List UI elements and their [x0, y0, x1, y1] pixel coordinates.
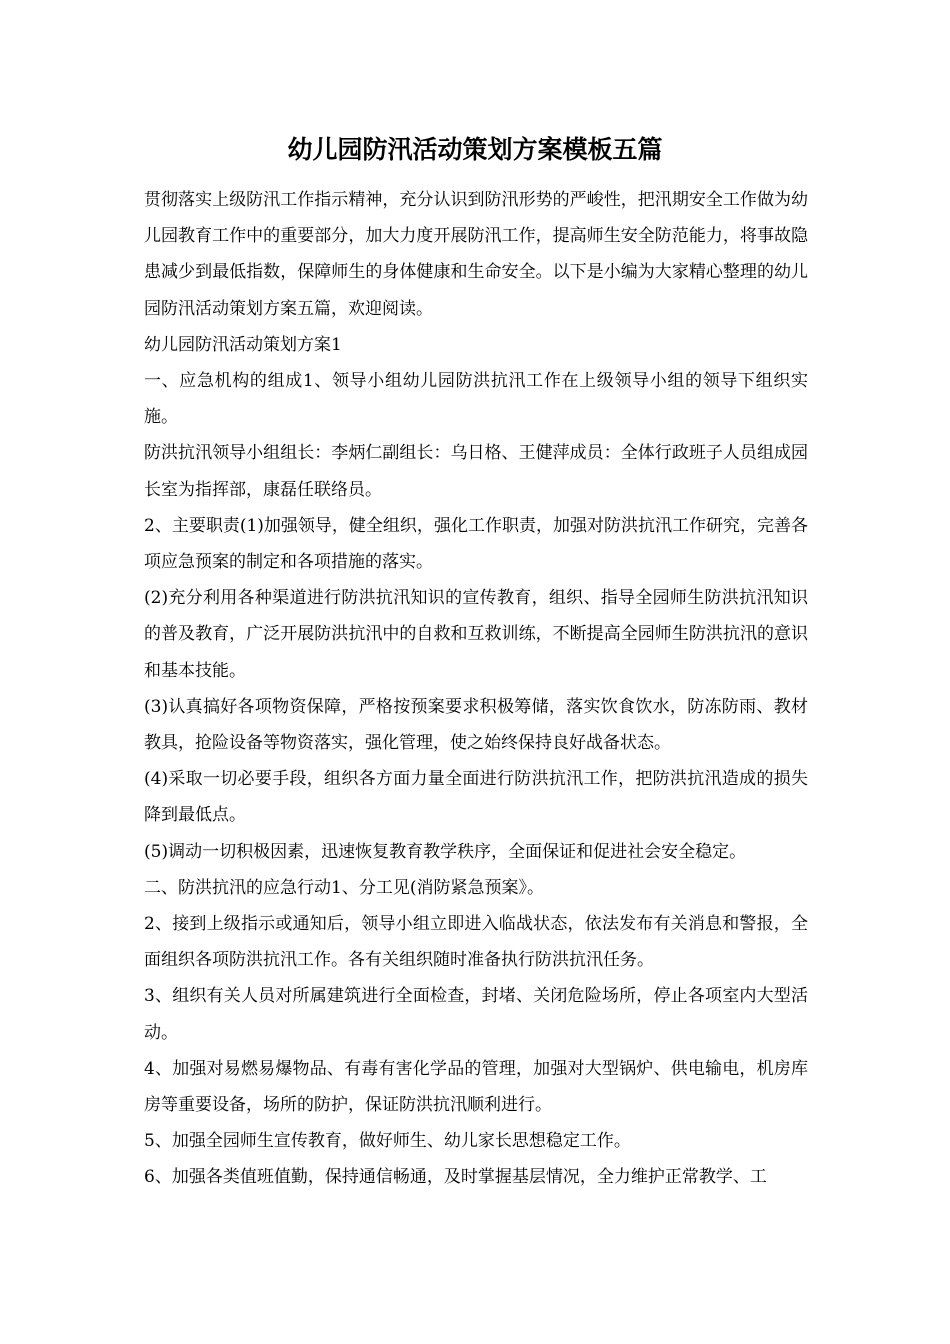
paragraph-duty-2: (2)充分利用各种渠道进行防洪抗汛知识的宣传教育，组织、指导全园师生防洪抗汛知识的普及教育，广泛开展防洪抗汛中的自救和互救训练，不断提高全园师生防洪抗汛的意识和基本技能。	[144, 588, 808, 681]
document-body	[144, 182, 808, 1196]
paragraph-action-3: 3、组织有关人员对所属建筑进行全面检查，封堵、关闭危险场所，停止各项室内大型活动。	[144, 986, 808, 1043]
paragraph-action-5: 5、加强全园师生宣传教育，做好师生、幼儿家长思想稳定工作。	[144, 1131, 631, 1152]
paragraph-action-4: 4、加强对易燃易爆物品、有毒有害化学品的管理，加强对大型锅炉、供电输电，机房库房等重要设备，场所的防护，保证防洪抗汛顺利进行。	[144, 1058, 808, 1116]
paragraph-section-1: 一、应急机构的组成1、领导小组幼儿园防洪抗汛工作在上级领导小组的领导下组织实施。	[144, 371, 808, 428]
paragraph-section-2: 二、防洪抗汛的应急行动1、分工见(消防紧急预案》。	[144, 877, 544, 898]
paragraph-intro: 贯彻落实上级防汛工作指示精神，充分认识到防汛形势的严峻性，把汛期安全工作做为幼儿园教育工作中的重要部分，加大力度开展防汛工作，提高师生安全防范能力，将事故隐患减少到最低指数，保障师生的身体健康和生命安全。以下是小编为大家精心整理的幼儿园防汛活动策划方案五篇，欢迎阅读。	[144, 190, 808, 319]
paragraph-action-6: 6、加强各类值班值勤，保持通信畅通，及时掌握基层情况，全力维护正常教学、工	[144, 1167, 767, 1188]
document-title: 幼儿园防汛活动策划方案模板五篇	[287, 135, 663, 164]
paragraph-action-2: 2、接到上级指示或通知后，领导小组立即进入临战状态，依法发布有关消息和警报，全面组织各项防洪抗汛工作。各有关组织随时准备执行防洪抗汛任务。	[144, 914, 808, 971]
paragraph-plan-heading: 幼儿园防汛活动策划方案1	[144, 334, 342, 355]
paragraph-leadership-group: 防洪抗汛领导小组组长：李炳仁副组长：乌日格、王健萍成员：全体行政班子人员组成园长室为指挥部，康磊任联络员。	[144, 443, 808, 500]
paragraph-duty-4: (4)采取一切必要手段，组织各方面力量全面进行防洪抗汛工作，把防洪抗汛造成的损失降到最低点。	[144, 769, 808, 826]
paragraph-duty-3: (3)认真搞好各项物资保障，严格按预案要求积极筹储，落实饮食饮水，防冻防雨、教材教具，抢险设备等物资落实，强化管理，使之始终保持良好战备状态。	[144, 696, 808, 754]
paragraph-duty-5: (5)调动一切积极因素，迅速恢复教育教学秩序，全面保证和促进社会安全稳定。	[144, 841, 747, 862]
paragraph-duty-1: 2、主要职责(1)加强领导，健全组织，强化工作职责，加强对防洪抗汛工作研究，完善各项应急预案的制定和各项措施的落实。	[144, 515, 808, 573]
